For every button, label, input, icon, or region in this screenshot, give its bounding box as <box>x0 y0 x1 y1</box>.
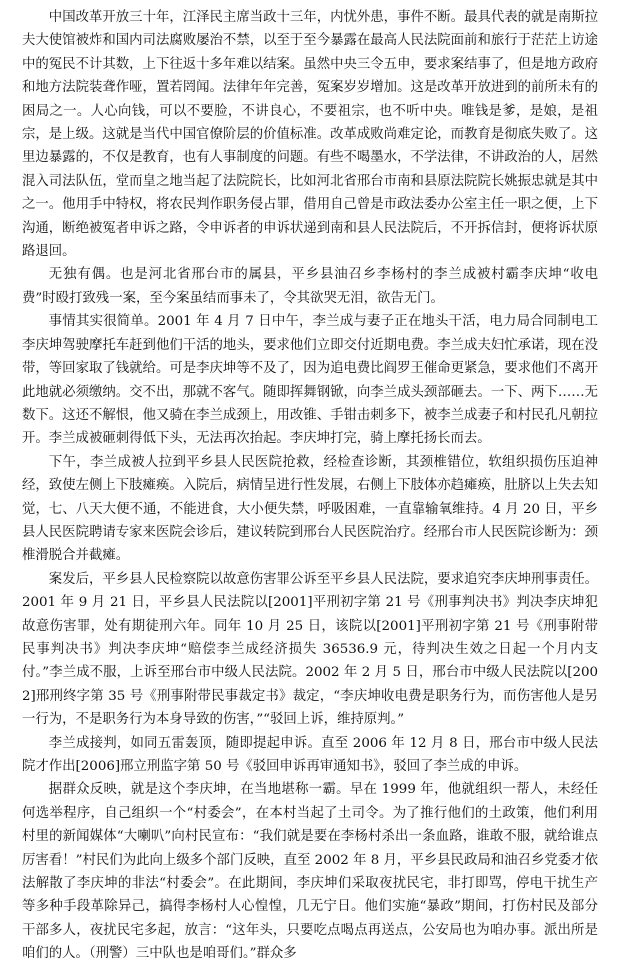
paragraph-court-rulings: 案发后，平乡县人民检察院以故意伤害罪公诉至平乡县人民法院，要求追究李庆坤刑事责任。2001 年 9 月 21 日，平乡县人民法院以[2001]平刑初字第 21 号《刑事判决书》判决李庆坤犯故意伤害罪，处有期徒刑六年。同年 10 月 25 日，该院以[2001]平刑初字第 21 号《刑事附带民事判决书》判决李庆坤“赔偿李兰成经济损失 36536.9 元，待判决生效之日起一个月内支付。”李兰成不服，上诉至邢台市中级人民法院。2002 年 2 月 5 日，邢台市中级人民法院以[2002]邢刑终字第 35 号《刑事附带民事裁定书》裁定，“李庆坤收电费是职务行为，而伤害他人是另一行为，不是职务行为本身导致的伤害，”“驳回上诉，维持原判。” <box>22 571 598 728</box>
paragraph-intro: 中国改革开放三十年，江泽民主席当政十三年，内忧外患，事件不断。最具代表的就是南斯拉夫大使馆被炸和国内司法腐败屡治不禁，以至于至今暴露在最高人民法院面前和旅行于茫茫上访途中的冤民不计其数，上下往返十多年难以结案。虽然中央三令五申，要求案结事了，但是地方政府和地方法院装聋作哑，置若罔闻。法律年年完善，冤案岁岁增加。这是改革开放进到的前所未有的困局之一。人心向钱，可以不要脸，不讲良心，不要祖宗，也不听中央。唯钱是爹，是娘，是祖宗，是上级。这就是当代中国官僚阶层的价值标准。改革成败尚难定论，而教育是彻底失败了。这里边暴露的，不仅是教育，也有人事制度的问题。有些不喝墨水，不学法律，不讲政治的人，居然混入司法队伍，堂而皇之地当起了法院院长，比如河北省邢台市南和县原法院院长姚振忠就是其中之一。他用手中特权，将农民判作职务侵占罪，借用自己曾是市政法委办公室主任一职之便，上下沟通，断绝被冤者申诉之路，令申诉者的申诉状递到南和县人民法院后，不开拆信封，便将诉状原路退回。 <box>22 10 598 260</box>
paragraph-injury: 下午，李兰成被人拉到平乡县人民医院抢救，经检查诊断，其颈椎错位，软组织损伤压迫神经，致使左侧上下肢瘫痪。入院后，病情呈进行性发展，右侧上下肢体亦趋瘫痪，肚脐以上失去知觉，七、八天大便不通，不能进食，大小便失禁，呼吸困难，一直靠输氧维持。4 月 20 日，平乡县人民医院聘请专家来医院会诊后，建议转院到邢台人民医院治疗。经邢台市人民医院诊断为：颈椎滑脱合并截瘫。 <box>22 454 598 564</box>
paragraph-appeal-rejected: 李兰成接判，如同五雷轰顶，随即提起申诉。直至 2006 年 12 月 8 日，邢台市中级人民法院才作出[2006]邢立刑监字第 50 号《驳回申诉再审通知书》，驳回了李兰成的申诉。 <box>22 735 598 774</box>
paragraph-village-tyrant: 据群众反映，就是这个李庆坤，在当地堪称一霸。早在 1999 年，他就组织一帮人，未经任何选举程序，自己组织一个“村委会”，在本村当起了土司令。为了推行他们的土政策，他们利用村里的新闻媒体“大喇叭”向村民宣布：“我们就是要在李杨村杀出一条血路，谁敢不服，就给谁点厉害看！”村民们为此向上级多个部门反映，直至 2002 年 8 月，平乡县民政局和油召乡党委才依法解散了李庆坤的非法“村委会”。在此期间，李庆坤们采取夜扰民宅，非打即骂，停电干扰生产等多种手段革除异己，搞得李杨村人心惶惶，几无宁日。他们实施“暴政”期间，打伤村民及部分干部多人，夜扰民宅多起，放言：“这年头，只要吃点喝点再送点，公安局也为咱办事。派出所是咱们的人。（刑警）三中队也是咱哥们。”群众多 <box>22 782 598 962</box>
paragraph-incident: 事情其实很简单。2001 年 4 月 7 日中午，李兰成与妻子正在地头干活，电力局合同制电工李庆坤驾驶摩托车赶到他们干活的地头，要求他们立即交付近期电费。李兰成夫妇忙承诺，现在没带，等回家取了钱就给。可是李庆坤等不及了，因为追电费比阎罗王催命更紧急，要求他们不离开此地就必须缴纳。交不出，那就不客气。随即挥舞钢锨，向李兰成头颈部砸去。一下、两下……无数下。这还不解恨，他又骑在李兰成颈上，用改锥、手钳击刺多下，被李兰成妻子和村民孔凡朝拉开。李兰成被砸刺得低下头，无法再次抬起。李庆坤打完，骑上摩托扬长而去。 <box>22 314 598 447</box>
paragraph-case-summary: 无独有偶。也是河北省邢台市的属县，平乡县油召乡李杨村的李兰成被村霸李庆坤“收电费”时殴打致残一案，至今案虽结而事未了，令其欲哭无泪，欲告无门。 <box>22 267 598 306</box>
